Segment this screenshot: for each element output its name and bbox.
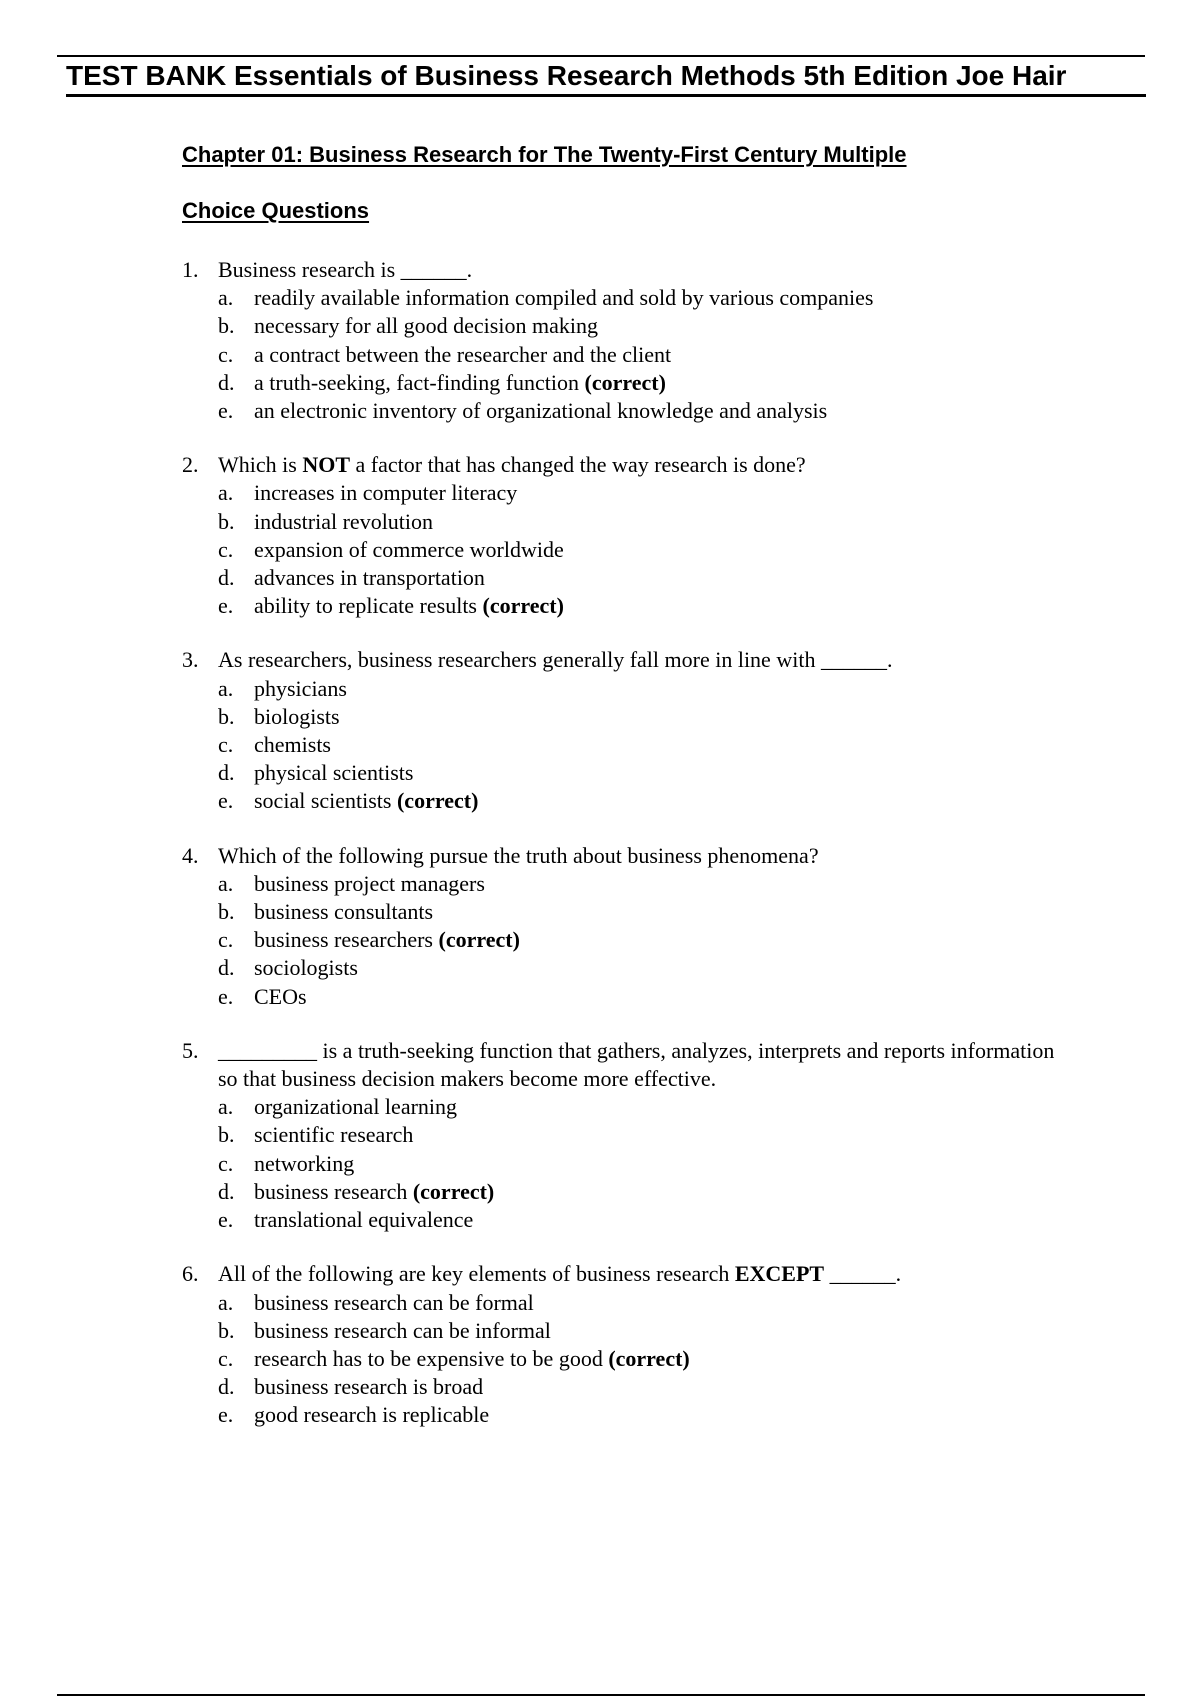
answer-option — [218, 787, 1062, 815]
option-text: ability to replicate results — [254, 593, 477, 619]
answer-option — [218, 1150, 1062, 1178]
option-letter: b. — [218, 1317, 235, 1343]
option-letter: b. — [218, 899, 235, 925]
option-letter: b. — [218, 703, 235, 729]
question-stem-text: Which of the following pursue the truth about business phenomena? — [218, 842, 819, 868]
option-text: research has to be expensive to be good — [254, 1345, 603, 1371]
option-text: business research can be formal — [254, 1289, 534, 1315]
option-list — [218, 870, 1062, 1011]
answer-option — [218, 536, 1062, 564]
option-letter: b. — [218, 1122, 235, 1148]
option-letter: c. — [218, 1345, 234, 1371]
option-text: translational equivalence — [254, 1207, 474, 1233]
answer-option — [218, 312, 1062, 340]
option-letter: a. — [218, 1094, 234, 1120]
correct-answer-tag: (correct) — [608, 1345, 690, 1371]
question-stem-text: Business research is ______. — [218, 257, 473, 282]
bottom-rule — [57, 1694, 1145, 1696]
answer-option — [218, 397, 1062, 425]
option-list — [218, 675, 1062, 816]
question-item — [182, 1037, 1062, 1234]
option-text: expansion of commerce worldwide — [254, 536, 564, 562]
question-item — [182, 451, 1062, 620]
answer-option — [218, 954, 1062, 982]
question-number: 4. — [182, 842, 199, 868]
option-list — [218, 1289, 1062, 1430]
question-stem — [218, 646, 1062, 674]
option-letter: d. — [218, 565, 235, 591]
option-letter: c. — [218, 927, 234, 953]
option-letter: d. — [218, 955, 235, 981]
option-text: business consultants — [254, 899, 434, 925]
question-stem — [218, 451, 1062, 479]
option-letter: a. — [218, 285, 234, 311]
question-stem-emphasis: EXCEPT — [734, 1261, 825, 1287]
option-text: sociologists — [254, 955, 358, 981]
option-text: good research is replicable — [254, 1402, 490, 1428]
answer-option — [218, 1373, 1062, 1401]
option-text: CEOs — [254, 983, 307, 1009]
option-letter: a. — [218, 870, 234, 896]
option-letter: c. — [218, 341, 234, 367]
answer-option — [218, 1317, 1062, 1345]
question-item — [182, 256, 1062, 425]
option-letter: c. — [218, 1150, 234, 1176]
option-letter: a. — [218, 675, 234, 701]
question-item — [182, 842, 1062, 1011]
answer-option — [218, 1345, 1062, 1373]
answer-option — [218, 983, 1062, 1011]
option-text: business research can be informal — [254, 1317, 551, 1343]
question-number: 3. — [182, 647, 199, 673]
chapter-heading-line-2: Choice Questions — [182, 198, 370, 223]
option-letter: d. — [218, 1374, 235, 1400]
option-text: readily available information compiled and sold by various companies — [254, 285, 874, 311]
option-letter: a. — [218, 480, 234, 506]
option-letter: c. — [218, 536, 234, 562]
answer-option — [218, 1093, 1062, 1121]
option-text: business researchers — [254, 927, 433, 953]
option-list — [218, 284, 1062, 425]
document-title: TEST BANK Essentials of Business Research Methods 5th Edition Joe Hair — [66, 58, 1146, 97]
correct-answer-tag: (correct) — [438, 927, 520, 953]
top-rule — [57, 55, 1145, 57]
option-text: a truth-seeking, fact-finding function — [254, 369, 580, 395]
option-letter: e. — [218, 593, 234, 619]
option-text: an electronic inventory of organizational knowledge and analysis — [254, 398, 828, 424]
answer-option — [218, 1206, 1062, 1234]
option-text: necessary for all good decision making — [254, 313, 598, 339]
option-text: increases in computer literacy — [254, 480, 518, 506]
question-stem — [218, 256, 1062, 284]
question-stem-text: All of the following are key elements of business research — [218, 1261, 735, 1287]
correct-answer-tag: (correct) — [412, 1178, 495, 1204]
option-text: physical scientists — [254, 760, 414, 786]
answer-option — [218, 369, 1062, 397]
answer-option — [218, 284, 1062, 312]
option-letter: e. — [218, 1207, 234, 1233]
answer-option — [218, 703, 1062, 731]
answer-option — [218, 898, 1062, 926]
option-letter: b. — [218, 508, 235, 534]
correct-answer-tag: (correct) — [396, 788, 479, 814]
question-stem-emphasis: NOT — [302, 452, 351, 478]
option-text: industrial revolution — [254, 508, 434, 534]
answer-option — [218, 675, 1062, 703]
option-letter: d. — [218, 369, 235, 395]
option-text: advances in transportation — [254, 565, 485, 591]
option-letter: e. — [218, 983, 234, 1009]
answer-option — [218, 870, 1062, 898]
question-stem-text: a factor that has changed the way research is done? — [350, 452, 806, 478]
question-number: 1. — [182, 257, 199, 282]
option-letter: c. — [218, 732, 234, 758]
answer-option — [218, 1401, 1062, 1429]
option-text: networking — [254, 1150, 355, 1176]
answer-option — [218, 564, 1062, 592]
option-letter: e. — [218, 398, 234, 424]
option-text: organizational learning — [254, 1094, 458, 1120]
option-text: scientific research — [254, 1122, 414, 1148]
question-number: 2. — [182, 452, 199, 478]
answer-option — [218, 926, 1062, 954]
option-text: a contract between the researcher and the client — [254, 341, 672, 367]
answer-option — [218, 1178, 1062, 1206]
option-text: business project managers — [254, 870, 485, 896]
option-text: business research is broad — [254, 1374, 484, 1400]
answer-option — [218, 508, 1062, 536]
answer-option — [218, 341, 1062, 369]
option-list — [218, 1093, 1062, 1234]
question-list — [182, 256, 1062, 1456]
question-item — [182, 1260, 1062, 1429]
option-letter: a. — [218, 1289, 234, 1315]
question-stem-text: _________ is a truth-seeking function that gathers, analyzes, interprets and reports information so that business decision makers become more effective. — [218, 1037, 1055, 1092]
chapter-heading-line-1: Chapter 01: Business Research for The Twenty-First Century Multiple — [182, 142, 907, 167]
answer-option — [218, 731, 1062, 759]
option-letter: b. — [218, 313, 235, 339]
correct-answer-tag: (correct) — [482, 593, 564, 619]
option-letter: e. — [218, 788, 234, 814]
option-letter: d. — [218, 1178, 235, 1204]
question-item — [182, 646, 1062, 815]
question-number: 6. — [182, 1261, 199, 1287]
answer-option — [218, 1289, 1062, 1317]
option-text: social scientists — [254, 788, 392, 814]
question-stem-text: Which is — [218, 452, 303, 478]
answer-option — [218, 1121, 1062, 1149]
question-stem-text: As researchers, business researchers generally fall more in line with ______. — [218, 647, 893, 673]
answer-option — [218, 759, 1062, 787]
question-stem — [218, 1037, 1062, 1093]
correct-answer-tag: (correct) — [584, 369, 666, 395]
option-text: business research — [254, 1178, 408, 1204]
option-letter: d. — [218, 760, 235, 786]
question-number: 5. — [182, 1037, 199, 1063]
answer-option — [218, 592, 1062, 620]
option-text: chemists — [254, 732, 331, 758]
answer-option — [218, 479, 1062, 507]
option-letter: e. — [218, 1402, 234, 1428]
option-list — [218, 479, 1062, 620]
option-text: biologists — [254, 703, 340, 729]
question-stem — [218, 842, 1062, 870]
question-stem — [218, 1260, 1062, 1288]
question-stem-text: ______. — [824, 1261, 902, 1287]
option-text: physicians — [254, 675, 347, 701]
